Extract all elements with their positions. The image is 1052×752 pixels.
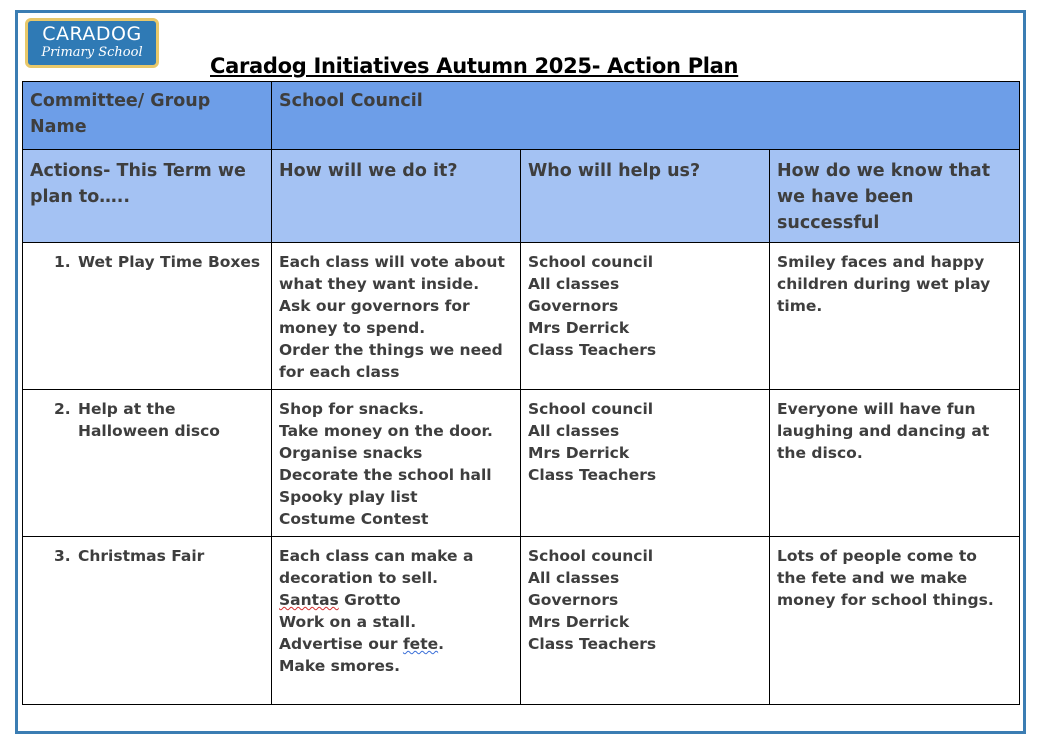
how-text: . (438, 635, 445, 653)
how-line (279, 589, 513, 611)
who-line: Mrs Derrick (528, 444, 630, 462)
how-line: money to spend. (279, 319, 426, 337)
action-cell (23, 537, 272, 705)
success-line: laughing and dancing at (777, 422, 990, 440)
success-cell (770, 243, 1020, 390)
who-line: School council (528, 400, 654, 418)
how-line: Work on a stall. (279, 613, 417, 631)
action-number: 1. (54, 253, 71, 271)
who-line: All classes (528, 275, 620, 293)
column-header-actions: Actions- This Term we plan to….. (23, 150, 272, 243)
committee-value: School Council (272, 82, 1020, 150)
who-line: School council (528, 253, 654, 271)
how-line: Decorate the school hall (279, 466, 492, 484)
grammar-flag: fete (402, 635, 439, 653)
who-line: Class Teachers (528, 635, 657, 653)
action-plan-table (22, 81, 1020, 705)
how-line: Costume Contest (279, 510, 429, 528)
logo-text-sub: Primary School (41, 45, 143, 60)
action-cell (23, 390, 272, 537)
how-cell (272, 390, 521, 537)
success-line: Smiley faces and happy (777, 253, 985, 271)
who-line: Class Teachers (528, 341, 657, 359)
who-cell (521, 243, 770, 390)
how-line: Take money on the door. (279, 422, 493, 440)
success-line: the fete and we make (777, 569, 968, 587)
column-header-how: How will we do it? (272, 150, 521, 243)
how-line: Each class can make a (279, 547, 474, 565)
how-line: decoration to sell. (279, 569, 439, 587)
who-line: Governors (528, 297, 619, 315)
success-line: the disco. (777, 444, 863, 462)
how-line: what they want inside. (279, 275, 480, 293)
logo-text-main: CARADOG (42, 23, 142, 45)
success-cell (770, 537, 1020, 705)
who-line: All classes (528, 569, 620, 587)
table-row (23, 390, 1020, 537)
how-line: Organise snacks (279, 444, 423, 462)
who-line: Governors (528, 591, 619, 609)
action-number: 2. (54, 400, 71, 418)
how-line: Spooky play list (279, 488, 418, 506)
how-line: Make smores. (279, 657, 400, 675)
spelling-flag: Santas (279, 591, 339, 609)
how-line: Ask our governors for (279, 297, 470, 315)
how-line: for each class (279, 363, 400, 381)
page-title: Caradog Initiatives Autumn 2025- Action Plan (210, 54, 739, 78)
who-line: All classes (528, 422, 620, 440)
who-line: Mrs Derrick (528, 319, 630, 337)
how-line: Each class will vote about (279, 253, 505, 271)
who-line: Mrs Derrick (528, 613, 630, 631)
who-line: Class Teachers (528, 466, 657, 484)
committee-row (23, 82, 1020, 150)
action-cell (23, 243, 272, 390)
table-row (23, 537, 1020, 705)
how-line: Order the things we need (279, 341, 503, 359)
success-line: Everyone will have fun (777, 400, 976, 418)
how-text: Advertise our (279, 635, 403, 653)
success-line: money for school things. (777, 591, 994, 609)
column-header-row (23, 150, 1020, 243)
how-line (279, 633, 513, 655)
success-line: time. (777, 297, 823, 315)
how-line: Shop for snacks. (279, 400, 425, 418)
action-text: Christmas Fair (78, 547, 205, 565)
success-line: Lots of people come to (777, 547, 977, 565)
how-cell (272, 537, 521, 705)
success-cell (770, 390, 1020, 537)
who-cell (521, 390, 770, 537)
action-text: Help at the Halloween disco (78, 400, 220, 440)
committee-label: Committee/ Group Name (23, 82, 272, 150)
who-cell (521, 537, 770, 705)
action-number: 3. (54, 547, 71, 565)
action-text: Wet Play Time Boxes (78, 253, 261, 271)
how-text: Grotto (338, 591, 401, 609)
column-header-who: Who will help us? (521, 150, 770, 243)
who-line: School council (528, 547, 654, 565)
column-header-success: How do we know that we have been successful (770, 150, 1020, 243)
school-logo (25, 18, 159, 68)
table-row (23, 243, 1020, 390)
how-cell (272, 243, 521, 390)
success-line: children during wet play (777, 275, 991, 293)
